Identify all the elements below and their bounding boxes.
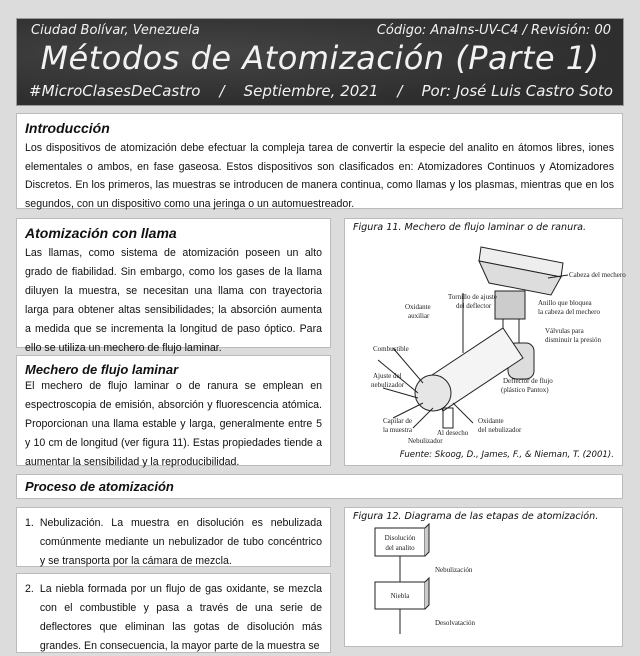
- separator: /: [397, 82, 403, 100]
- label-nebulizer: Nebulizador: [408, 437, 443, 445]
- laminar-text: El mechero de flujo laminar o de ranura se emplean en espectroscopia de emisión, absorción y fluorescencia atómica. Proporcionan una llama estable y larga, generalmente entre 5 y 10 cm de longitud (ver figura 11). Estas propiedades tiende a aumentar la sensibilidad y la reproducibilidad.: [25, 380, 322, 468]
- intro-text: Los dispositivos de atomización debe efectuar la compleja tarea de convertir la especie del analito en átomos libres, iones elementales o ambos, en fase gaseosa. Estos dispositivos son clasificados en: Atomizadores Continuos y Atomizadores Discretos. En los primeros, las muestras se introducen de manera continua, como llamas y los plasmas, mientras que en los segundos, con un dispositivo como una jeringa o un automuestreador.: [25, 142, 614, 210]
- label-deflector: Deflector de flujo: [503, 377, 553, 385]
- step-desolvation: Desolvatación: [435, 619, 476, 627]
- label-nebulizer-oxidant: del nebulizador: [478, 426, 522, 434]
- label-aux-oxidant: Oxidante: [405, 303, 431, 311]
- laminar-burner-diagram: [353, 233, 626, 445]
- figure-12: [344, 507, 623, 647]
- label-valves: Válvulas para: [545, 327, 584, 335]
- header-banner: [16, 18, 624, 106]
- hashtag: #MicroClasesDeCastro: [29, 82, 201, 100]
- process-heading: Proceso de atomización: [25, 479, 174, 494]
- stage-analyte-solution: del analito: [385, 544, 415, 552]
- label-ring: Anillo que bloquea: [538, 299, 592, 307]
- intro-section: [16, 113, 623, 209]
- flame-text: Las llamas, como sistema de atomización poseen un alto grado de fiabilidad. Sin embargo, como los gases de la llama diluyen la muestra, se necesitan una llama con trayectoria larga para obtener altas sensibilidades; la absorción aumenta a medida que se incrementa la longitud de paso óptico. Para ello se utiliza un mechero de flujo laminar.: [25, 247, 322, 354]
- item-text: La niebla formada por un flujo de gas oxidante, se mezcla con el combustible y pasa a través de una serie de deflectores que eliminan las gotas de disolución más grandes. En consecuencia, la mayor parte de la muestra se: [39, 583, 322, 652]
- stage-analyte-solution: Disolución: [384, 534, 416, 542]
- header-meta: [29, 82, 613, 100]
- label-nebulizer-adjust: Ajuste del: [373, 372, 402, 380]
- separator: /: [219, 82, 225, 100]
- process-item-2: [16, 573, 331, 653]
- label-capillary: Capilar de: [383, 417, 412, 425]
- location: Ciudad Bolívar, Venezuela: [31, 23, 200, 38]
- label-fuel: Combustible: [373, 345, 409, 353]
- label-screw: Tornillo de ajuste: [448, 293, 497, 301]
- item-number: 2.: [25, 583, 34, 595]
- item-text: Nebulización. La muestra en disolución es nebulizada comúnmente mediante un nebulizador de tubo concéntrico y se transporta por la cámara de mezcla.: [39, 517, 322, 567]
- label-aux-oxidant: auxiliar: [408, 312, 430, 320]
- figure-11-source: Fuente: Skoog, D., James, F., & Nieman, T. (2001).: [399, 450, 614, 460]
- document-code: Código: AnaIns-UV-C4 / Revisión: 00: [376, 23, 611, 38]
- laminar-section: [16, 355, 331, 466]
- label-screw: del deflector: [456, 302, 492, 310]
- stage-mist: Niebla: [390, 592, 410, 600]
- list-item: [25, 514, 322, 571]
- item-number: 1.: [25, 517, 34, 529]
- flame-heading: Atomización con llama: [25, 225, 177, 241]
- label-ring: la cabeza del mechero: [538, 308, 600, 316]
- list-item: [25, 580, 322, 656]
- atomization-stages-diagram: [353, 522, 615, 634]
- step-nebulization: Nebulización: [435, 566, 473, 574]
- figure-12-caption: Figura 12. Diagrama de las etapas de atomización.: [353, 511, 599, 522]
- process-section: [16, 474, 623, 499]
- date: Septiembre, 2021: [243, 82, 379, 100]
- label-valves: disminuir la presión: [545, 336, 601, 344]
- process-item-1: [16, 507, 331, 567]
- label-nebulizer-oxidant: Oxidante: [478, 417, 504, 425]
- flame-section: [16, 218, 331, 354]
- label-waste: Al desecho: [437, 429, 469, 437]
- author: Por: José Luis Castro Soto: [421, 82, 613, 100]
- laminar-heading: Mechero de flujo laminar: [25, 362, 179, 377]
- label-nebulizer-adjust: nebulizador: [371, 381, 405, 389]
- page-title: Métodos de Atomización (Parte 1): [40, 39, 600, 77]
- figure-11-caption: Figura 11. Mechero de flujo laminar o de ranura.: [353, 222, 587, 233]
- figure-11: [344, 218, 626, 466]
- label-burner-head: Cabeza del mechero: [569, 271, 626, 279]
- label-capillary: la muestra: [383, 426, 412, 434]
- label-deflector: (plástico Pantox): [501, 386, 549, 394]
- intro-heading: Introducción: [25, 120, 110, 136]
